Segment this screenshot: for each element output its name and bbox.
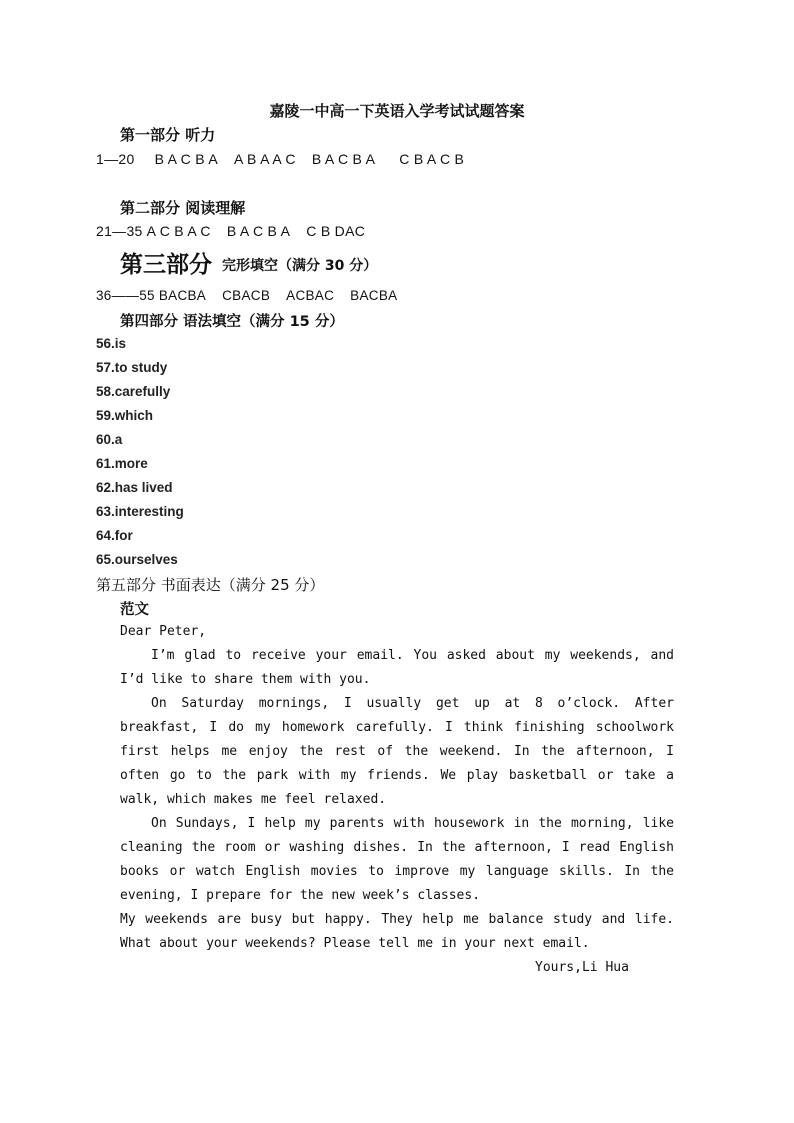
part1-heading: 第一部分 听力 (120, 126, 216, 144)
model-essay-label: 范文 (120, 602, 149, 618)
part3-answers (96, 288, 413, 303)
part4-item: 60.a (96, 432, 123, 447)
part3-group-4: BACBA (350, 288, 398, 303)
essay-signoff: Yours,Li Hua (535, 960, 629, 975)
part4-item: 59.which (96, 408, 154, 423)
essay-paragraph: On Saturday mornings, I usually get up at 8 o’clock. After breakfast, I do my homework carefully. I think finishing schoolwork first helps me enjoy the rest of the weekend. In the afternoon, I often go to the park with my friends. We play basketball or take a walk, which makes me feel relaxed. (120, 696, 674, 807)
page-title: 嘉陵一中高一下英语入学考试试题答案 (269, 102, 525, 120)
part3-range: 36——55 (96, 288, 155, 303)
part4-item: 62.has lived (96, 480, 173, 495)
part4-item: 61.more (96, 456, 148, 471)
part4-item: 63.interesting (96, 504, 184, 519)
part1-range: 1—20 (96, 151, 135, 167)
part3-subheading: 完形填空（满分 30 分） (222, 258, 378, 274)
part3-heading-line (120, 246, 377, 279)
part4-item: 58.carefully (96, 384, 171, 399)
part2-group-1: A C B A C (146, 223, 211, 239)
essay-salutation: Dear Peter, (120, 624, 207, 639)
part1-group-1: B A C B A (154, 151, 218, 167)
part2-answers (96, 223, 381, 239)
part1-group-3: B A C B A (311, 151, 376, 167)
part4-heading: 第四部分 语法填空（满分 15 分） (120, 314, 344, 330)
essay-closing-paragraph: My weekends are busy but happy. They help me balance study and life. What about your weekends? Please tell me in your next email. (120, 912, 674, 951)
essay-paragraph: On Sundays, I help my parents with housework in the morning, like cleaning the room or washing dishes. In the afternoon, I read English books or watch English movies to improve my language skills. In the evening, I prepare for the new week’s classes. (120, 816, 674, 903)
part3-group-1: BACBA (158, 288, 207, 303)
part5-heading: 第五部分 书面表达（满分 25 分） (96, 576, 325, 594)
part3-group-3: ACBAC (286, 288, 335, 303)
part2-group-2: B A C B A (226, 223, 291, 239)
part4-item: 56.is (96, 336, 127, 351)
part4-item: 57.to study (96, 360, 168, 375)
part4-item: 65.ourselves (96, 552, 178, 567)
essay-paragraph: I’m glad to receive your email. You asked about my weekends, and I’d like to share them with you. (120, 648, 674, 687)
part2-heading: 第二部分 阅读理解 (120, 199, 246, 217)
part3-heading: 第三部分 (120, 251, 212, 278)
part2-range: 21—35 (96, 223, 143, 239)
part1-answers (96, 151, 480, 167)
part4-item: 64.for (96, 528, 133, 543)
part3-group-2: CBACB (222, 288, 271, 303)
part1-group-2: A B A A C (233, 151, 296, 167)
part1-group-4: C B A C B (399, 151, 465, 167)
part2-group-3: C B DAC (306, 223, 366, 239)
